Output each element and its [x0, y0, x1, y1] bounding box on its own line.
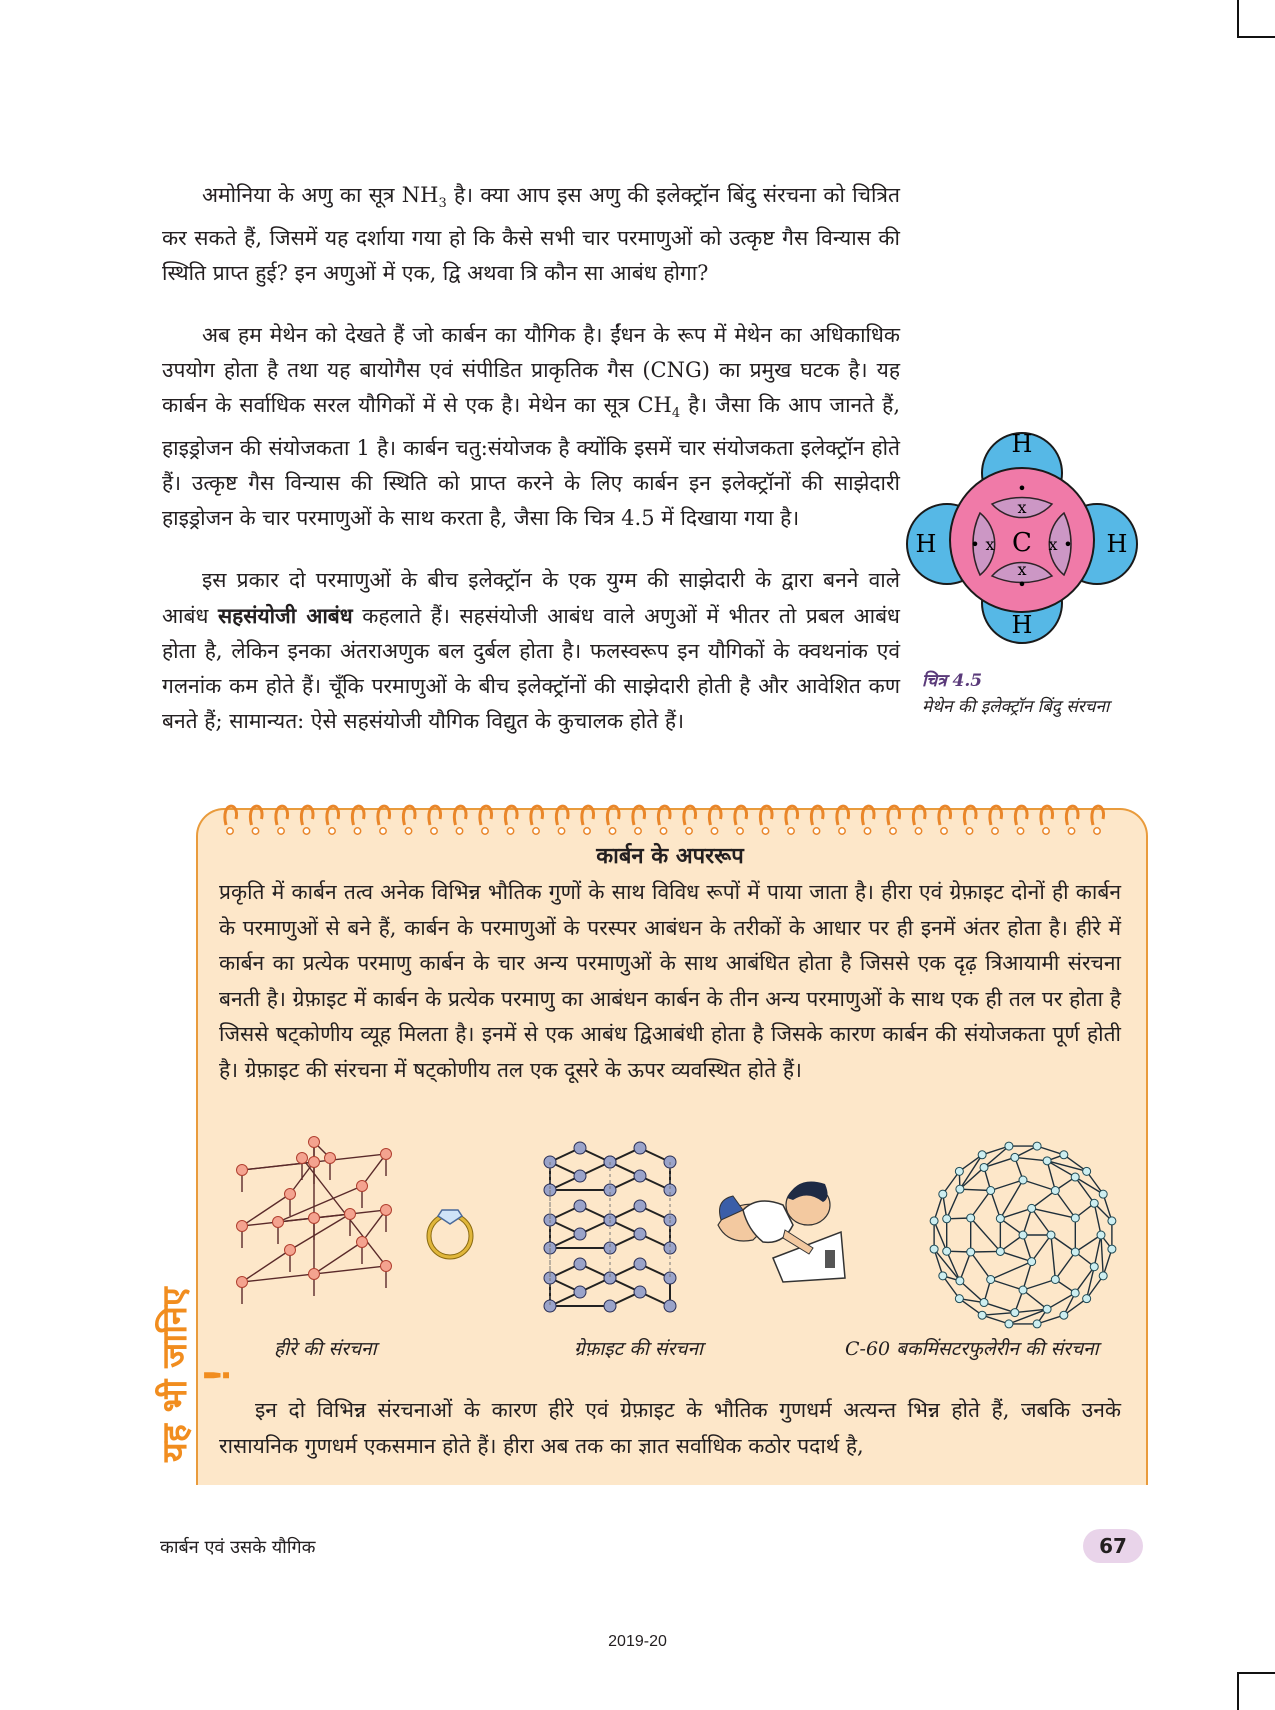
fig-cross-bottom: x — [1017, 560, 1027, 579]
figure-caption-text: मेथेन की इलेक्ट्रॉन बिंदु संरचना — [922, 697, 1110, 717]
fig-h-top: H — [1011, 430, 1033, 458]
para2-text-a: अब हम मेथेन को देखते हैं जो कार्बन का यौगिक है। ईंधन के रूप में मेथेन का अधिकाधिक उपयोग होता है तथा यह बायोगैस एवं संपीडित प्राकृतिक गैस (CNG) का प्रमुख घटक है। यह कार्बन के सर्वाधिक सरल यौगिकों में से एक है। मेथेन का सूत्र CH — [162, 323, 900, 417]
para3-text-a: इस प्रकार दो परमाणुओं के बीच इलेक्ट्रॉन के एक युग्म की साझेदारी के द्वारा बनने वाले आबंध — [162, 568, 900, 628]
crop-mark-bottom-right — [1237, 1672, 1239, 1710]
fig-h-left: H — [915, 530, 937, 558]
fig-dot-top: • — [1017, 479, 1027, 498]
paragraph-covalent — [162, 563, 900, 739]
page-number-badge: 67 — [1083, 1529, 1143, 1563]
para1-text-a: अमोनिया के अणु का सूत्र NH — [202, 183, 439, 207]
fig-cross-top: x — [1017, 498, 1027, 517]
did-you-know-label: यह भी जानिए ! — [155, 1287, 238, 1463]
methane-electron-dot-figure — [900, 420, 1150, 670]
fig-h-right: H — [1106, 530, 1128, 558]
graphite-structure-image — [530, 1140, 700, 1315]
fig-carbon: C — [1012, 528, 1032, 558]
crop-mark-bottom-right-h — [1237, 1672, 1275, 1674]
figure-caption — [922, 668, 1252, 720]
paragraph-ammonia — [162, 178, 900, 291]
figure-number: चित्र 4.5 — [922, 671, 983, 691]
box-paragraph-1: प्रकृति में कार्बन तत्व अनेक विभिन्न भौतिक गुणों के साथ विविध रूपों में पाया जाता है। हीरा एवं ग्रेफ़ाइट दोनों ही कार्बन के परमाणुओं से बने हैं, कार्बन के परमाणुओं के परस्पर आबंधन के तरीकों के आधार पर ही इनमें अंतर होता है। हीरे में कार्बन का प्रत्येक परमाणु कार्बन के चार अन्य परमाणुओं के साथ आबंधित होता है जिससे एक दृढ़ त्रिआयामी संरचना बनती है। ग्रेफ़ाइट में कार्बन के प्रत्येक परमाणु का आबंधन कार्बन के तीन अन्य परमाणुओं के साथ एक ही तल पर होता है जिससे षट्कोणीय व्यूह मिलता है। इनमें से एक आबंध द्विआबंधी होता है जिसके कारण कार्बन की संयोजकता पूर्ण होती है। ग्रेफ़ाइट की संरचना में षट्कोणीय तल एक दूसरे के ऊपर व्यवस्थित होते हैं। — [219, 880, 1121, 1082]
fig-cross-left: x — [985, 535, 995, 554]
paragraph-methane — [162, 318, 900, 536]
caption-c60: C-60 बकमिंसटरफुलेरीन की संरचना — [845, 1338, 1099, 1360]
box-paragraph-2: इन दो विभिन्न संरचनाओं के कारण हीरे एवं ग्रेफ़ाइट के भौतिक गुणधर्म अत्यन्त भिन्न होते हैं, जबकि उनके रासायनिक गुणधर्म एकसमान होते हैं। हीरा अब तक का ज्ञात सर्वाधिक कठोर पदार्थ है, — [219, 1398, 1121, 1458]
notebook-spiral — [216, 795, 1116, 837]
para2-text-b: है। जैसा कि आप जानते हैं, हाइड्रोजन की संयोजकता 1 है। कार्बन चतु:संयोजक है क्योंकि इसमें चार संयोजकता इलेक्ट्रॉन होते हैं। उत्कृष्ट गैस विन्यास की स्थिति को प्राप्त करने के लिए कार्बन इन इलेक्ट्रॉनों की साझेदारी हाइड्रोजन के चार परमाणुओं के साथ करता है, जैसा कि चित्र 4.5 में दिखाया गया है। — [162, 393, 900, 531]
box-title: कार्बन के अपररूप — [596, 843, 744, 869]
fig-dot-left: • — [970, 535, 980, 554]
chapter-title-footer: कार्बन एवं उसके यौगिक — [160, 1537, 316, 1558]
diamond-ring-icon — [424, 1198, 476, 1262]
para1-sub: 3 — [438, 196, 447, 212]
fig-h-bottom: H — [1011, 611, 1033, 639]
caption-diamond: हीरे की संरचना — [274, 1338, 377, 1360]
fig-cross-right: x — [1048, 535, 1058, 554]
fig-dot-right: • — [1063, 535, 1073, 554]
para3-bold-term: सहसंयोजी आबंध — [217, 603, 353, 628]
crop-mark-top-right-h — [1237, 36, 1275, 38]
para1-text-b: है। क्या आप इस अणु की इलेक्ट्रॉन बिंदु संरचना को चित्रित कर सकते हैं, जिसमें यह दर्शाया गया हो कि कैसे सभी चार परमाणुओं को उत्कृष्ट गैस विन्यास की स्थिति प्राप्त हुई? इन अणुओं में एक, द्वि अथवा त्रि कौन सा आबंध होगा? — [162, 183, 900, 286]
para3-text-b: कहलाते हैं। सहसंयोजी आबंध वाले अणुओं में भीतर तो प्रबल आबंध होता है, लेकिन इनका अंतराअणुक बल दुर्बल होता है। फलस्वरूप इन यौगिकों के क्वथनांक एवं गलनांक कम होते हैं। चूँकि परमाणुओं के बीच इलेक्ट्रॉनों की साझेदारी होती है और आवेशित कण बनते हैं; सामान्यत: ऐसे सहसंयोजी यौगिक विद्युत के कुचालक होते हैं। — [162, 604, 900, 733]
diamond-structure-image — [222, 1130, 412, 1315]
crop-mark-top-right — [1237, 0, 1239, 38]
boy-writing-illustration — [713, 1170, 848, 1285]
c60-fullerene-image — [928, 1140, 1118, 1330]
fig-dot-bottom: • — [1017, 575, 1027, 594]
para2-sub: 4 — [671, 406, 681, 422]
caption-graphite: ग्रेफ़ाइट की संरचना — [574, 1338, 703, 1360]
edition-year: 2019-20 — [608, 1633, 667, 1650]
